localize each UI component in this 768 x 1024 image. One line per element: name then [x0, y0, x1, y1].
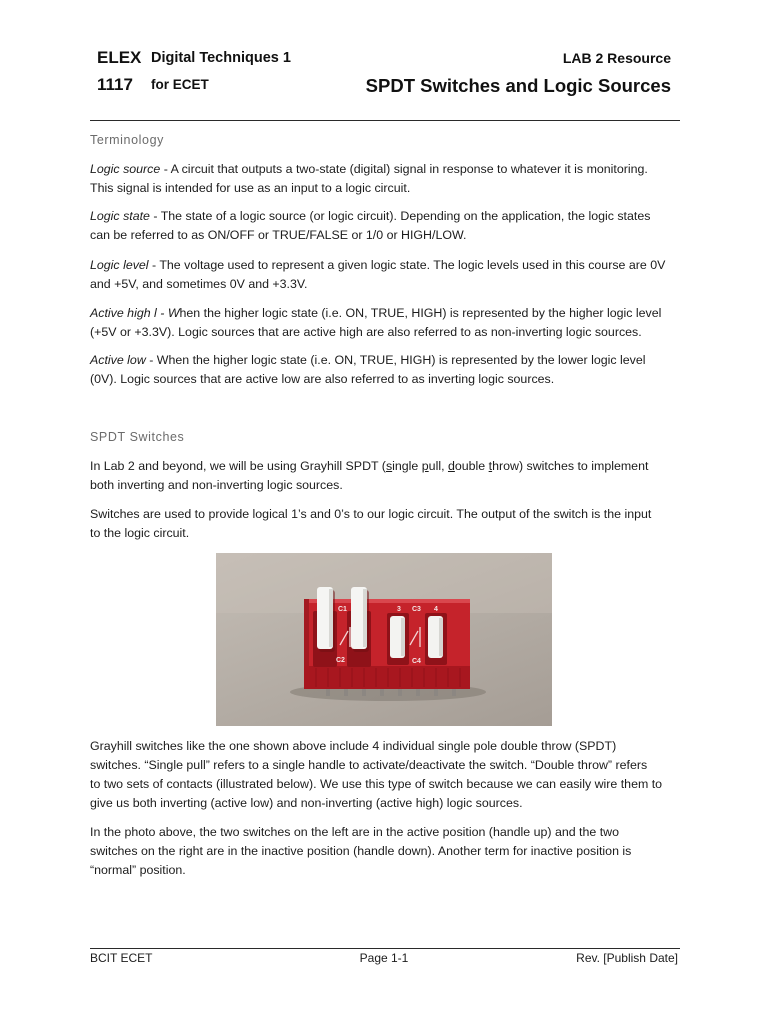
- handle-side: [363, 589, 367, 647]
- spdt-usage-paragraph: [90, 505, 690, 543]
- course-number: 1117: [97, 75, 133, 94]
- definition-logic-level: [90, 256, 690, 294]
- definition-term: Logic state: [90, 209, 150, 223]
- paragraph-line: Switches are used to provide logical 1’s and 0’s to our logic circuit. The output of the switch is the input: [90, 507, 652, 521]
- definition-text: - The state of a logic source (or logic circuit). Depending on the application, the logic states: [149, 209, 651, 223]
- definition-term: Logic source: [90, 162, 161, 176]
- definition-text: - A circuit that outputs a two-state (digital) signal in response to whatever it is monitoring.: [160, 162, 648, 176]
- handle-side: [401, 618, 405, 656]
- paragraph-line: [90, 457, 690, 476]
- definition-active-high: [90, 304, 690, 342]
- paragraph-line: switches on the right are in the inactive position (handle down). Another term for inactive position is: [90, 844, 632, 858]
- footer-revision: Rev. [Publish Date]: [576, 951, 678, 965]
- section-heading-spdt-switches: SPDT Switches: [90, 430, 185, 444]
- program-label: for ECET: [151, 77, 209, 92]
- paragraph-line: In the photo above, the two switches on the left are in the active position (handle up) and the two: [90, 825, 620, 839]
- definition-term: Active high l - W: [90, 306, 180, 320]
- header-rule: [90, 120, 680, 121]
- switch-photo: [216, 553, 552, 726]
- definition-text: - When the higher logic state (i.e. ON, TRUE, HIGH) is represented by the lower logic level: [145, 353, 646, 367]
- photo-note-paragraph: [90, 823, 690, 880]
- switch-photo-drawing: [216, 553, 552, 726]
- definition-line: and +5V, and sometimes 0V and +3.3V.: [90, 277, 308, 291]
- definition-line: [90, 160, 690, 179]
- switch-number-4: 4: [434, 606, 438, 613]
- definition-text: hen the higher logic state (i.e. ON, TRUE, HIGH) is represented by the higher logic level: [179, 306, 662, 320]
- contact-label-c4: C4: [412, 658, 421, 665]
- text-segment: ull,: [428, 459, 448, 473]
- definition-logic-source: [90, 160, 690, 198]
- paragraph-line: to the logic circuit.: [90, 526, 190, 540]
- definition-active-low: [90, 351, 690, 389]
- definition-line: can be referred to as ON/OFF or TRUE/FALSE or 1/0 or HIGH/LOW.: [90, 228, 467, 242]
- document-title: SPDT Switches and Logic Sources: [365, 75, 671, 96]
- paragraph-line: Grayhill switches like the one shown above include 4 individual single pole double throw (SPDT): [90, 739, 617, 753]
- definition-line: [90, 207, 690, 226]
- underlined-letter: s: [385, 459, 393, 473]
- paragraph-line: switches. “Single pull” refers to a single handle to activate/deactivate the switch. “Double throw” refers: [90, 758, 648, 772]
- contact-label-c1: C1: [338, 606, 347, 613]
- underlined-letter: d: [447, 459, 455, 473]
- definition-term: Logic level: [90, 258, 149, 272]
- paragraph-line: give us both inverting (active low) and non-inverting (active high) logic sources.: [90, 796, 523, 810]
- contact-label-c2: C2: [336, 657, 345, 664]
- paragraph-line: “normal” position.: [90, 863, 186, 877]
- switch-number-3: 3: [397, 606, 401, 613]
- text-segment: In Lab 2 and beyond, we will be using Grayhill SPDT (: [90, 459, 386, 473]
- definition-line: [90, 256, 690, 275]
- housing-front-face: [304, 666, 470, 689]
- footer-institution: BCIT ECET: [90, 951, 153, 965]
- course-code: ELEX: [97, 48, 142, 67]
- paragraph-line: both inverting and non-inverting logic sources.: [90, 478, 343, 492]
- underlined-letter: t: [488, 459, 493, 473]
- definition-line: [90, 351, 690, 370]
- text-segment: hrow) switches to implement: [492, 459, 649, 473]
- spdt-intro-paragraph: [90, 457, 690, 495]
- definition-text: - The voltage used to represent a given logic state. The logic levels used in this course are 0V: [148, 258, 666, 272]
- definition-line: [90, 304, 690, 323]
- footer-page-number: Page 1-1: [359, 951, 409, 965]
- paragraph-line: to two sets of contacts (illustrated below). We use this type of switch because we can easily wire them to: [90, 777, 663, 791]
- document-type: LAB 2 Resource: [562, 50, 671, 66]
- footer-rule: [90, 948, 680, 949]
- handle-side: [439, 618, 443, 656]
- section-heading-terminology: Terminology: [90, 133, 164, 147]
- underlined-letter: p: [421, 459, 429, 473]
- text-segment: ingle: [392, 459, 422, 473]
- definition-term: Active low: [90, 353, 146, 367]
- definition-line: (0V). Logic sources that are active low are also referred to as inverting logic sources.: [90, 372, 555, 386]
- definition-line: This signal is intended for use as an input to a logic circuit.: [90, 181, 411, 195]
- definition-line: (+5V or +3.3V). Logic sources that are active high are also referred to as non-inverting logic sources.: [90, 325, 642, 339]
- definition-logic-state: [90, 207, 690, 245]
- contact-label-c3: C3: [412, 606, 421, 613]
- text-segment: ouble: [454, 459, 489, 473]
- switch-description-paragraph: [90, 737, 690, 813]
- course-name: Digital Techniques 1: [151, 50, 291, 66]
- handle-side: [329, 589, 333, 647]
